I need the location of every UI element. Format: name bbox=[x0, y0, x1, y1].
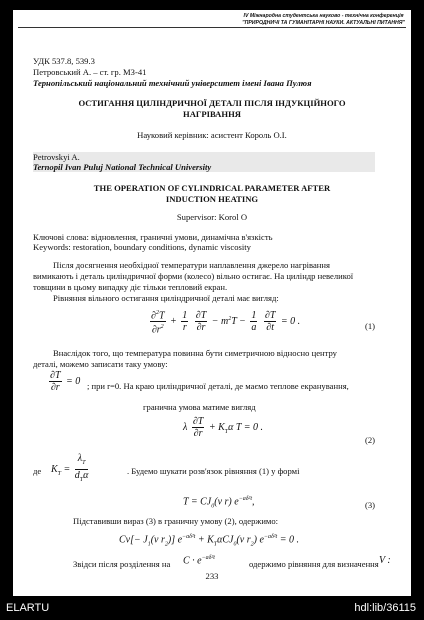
variable-nu: V : bbox=[379, 555, 391, 566]
para7: Підставивши вираз (3) в граничну умову (2), одержимо: bbox=[73, 516, 279, 526]
keywords-ua: Ключові слова: відновлення, граничні умови, динамічна в'язкість bbox=[33, 232, 273, 242]
para4: ; при r=0. На краю циліндричної деталі, де маємо теплове екранування, bbox=[87, 381, 349, 391]
kt-definition: $K_T$ = $\frac{\lambda_T}{d_T\alpha}$ bbox=[51, 453, 89, 483]
para3-line-2: деталі, можемо записати таку умову: bbox=[33, 359, 168, 369]
para1-line-1: Після досягнення необхідної температури наплавлення джерело нагрівання bbox=[53, 260, 330, 270]
para2: Рівняння вільного остигання циліндричної деталі має вигляд: bbox=[53, 293, 279, 303]
equation-3: $T = CJ_0(\nu$ r) $e^{-a\delta^2t}$, bbox=[183, 496, 255, 510]
header-rule bbox=[18, 27, 406, 28]
para8a: Звідси після розділення на bbox=[73, 559, 171, 569]
para8b: одержимо рівняння для визначення bbox=[249, 559, 379, 569]
para1-line-2: вимикають і деталь циліндричної форми (колесо) вільно остигає. На циліндр невеликої bbox=[33, 271, 354, 281]
keywords-en: Keywords: restoration, boundary conditions, dynamic viscosity bbox=[33, 242, 251, 252]
title-ua-line-1: ОСТИГАННЯ ЦИЛІНДРИЧНОЇ ДЕТАЛІ ПІСЛЯ ІНДУКЦІЙНОГО bbox=[78, 98, 346, 108]
supervisor-ua: Науковий керівник: асистент Король О.І. bbox=[137, 130, 287, 140]
supervisor-en: Supervisor: Korol O bbox=[176, 212, 248, 222]
footer-bar bbox=[0, 596, 424, 620]
title-en-line-2: INDUCTION HEATING bbox=[165, 194, 259, 204]
author-ua: Петровський А. – ст. гр. МЗ-41 bbox=[33, 67, 147, 77]
para6: . Будемо шукати розв'язок рівняння (1) у формі bbox=[127, 466, 300, 476]
page-number: 233 bbox=[205, 571, 219, 581]
equation-substituted: $C\nu[- J_1(\nu$ $r_2$)] $e^{-a\delta^2t} + K_T\alpha CJ_0(\nu$ $r_2$) $e^{-a\delta^2t} = 0$ . bbox=[119, 534, 299, 548]
de-label: де bbox=[33, 466, 42, 476]
symmetry-condition: $\frac{\partial T}{\partial r}$ = 0 bbox=[50, 370, 81, 393]
footer-left: ELARTU bbox=[6, 602, 50, 614]
udc: УДК 537.8, 539.3 bbox=[33, 56, 95, 66]
para3-line-1: Внаслідок того, що температура повинна бути симетричною відносно центру bbox=[53, 348, 337, 358]
document-page bbox=[13, 10, 411, 596]
para5: гранична умова матиме вигляд bbox=[143, 402, 256, 412]
author-en: Petrovskyi A. bbox=[33, 152, 80, 162]
conference-line-1: IV Міжнародна студентська науково - технічна конференція bbox=[243, 13, 404, 19]
divisor-expression: $C \cdot e^{-a\delta^2t}$ bbox=[183, 555, 215, 567]
university-ua: Тернопільський національний технічний університет імені Івана Пулюя bbox=[33, 78, 312, 88]
equation-1-number: (1) bbox=[364, 321, 375, 331]
title-en-line-1: THE OPERATION OF CYLINDRICAL PARAMETER AFTER bbox=[93, 183, 331, 193]
conference-header bbox=[242, 13, 405, 26]
equation-1: $\frac{\partial^2T}{\partial r^2}$ + $\frac{1}{r}$ $\frac{\partial T}{\partial r}$ − $m^2T$ − $\frac{1}{a}$ $\frac{\partial T}{\partial t}$ = 0 . bbox=[151, 310, 301, 336]
footer-right[interactable]: hdl:lib/36115 bbox=[354, 602, 416, 614]
para1-line-3: товщини в цьому випадку діє тільки тепловий екран. bbox=[33, 282, 228, 292]
equation-2: λ $\frac{\partial T}{\partial r}$ + $K_T\alpha$ T = 0 . bbox=[183, 416, 264, 439]
equation-3-number: (3) bbox=[364, 500, 375, 510]
title-ua-line-2: НАГРІВАННЯ bbox=[183, 109, 241, 119]
equation-2-number: (2) bbox=[364, 435, 375, 445]
conference-line-2: "ПРИРОДНИЧІ ТА ГУМАНІТАРНІ НАУКИ. АКТУАЛЬНІ ПИТАННЯ" bbox=[242, 19, 405, 26]
university-en: Ternopil Ivan Puluj National Technical University bbox=[33, 162, 212, 172]
